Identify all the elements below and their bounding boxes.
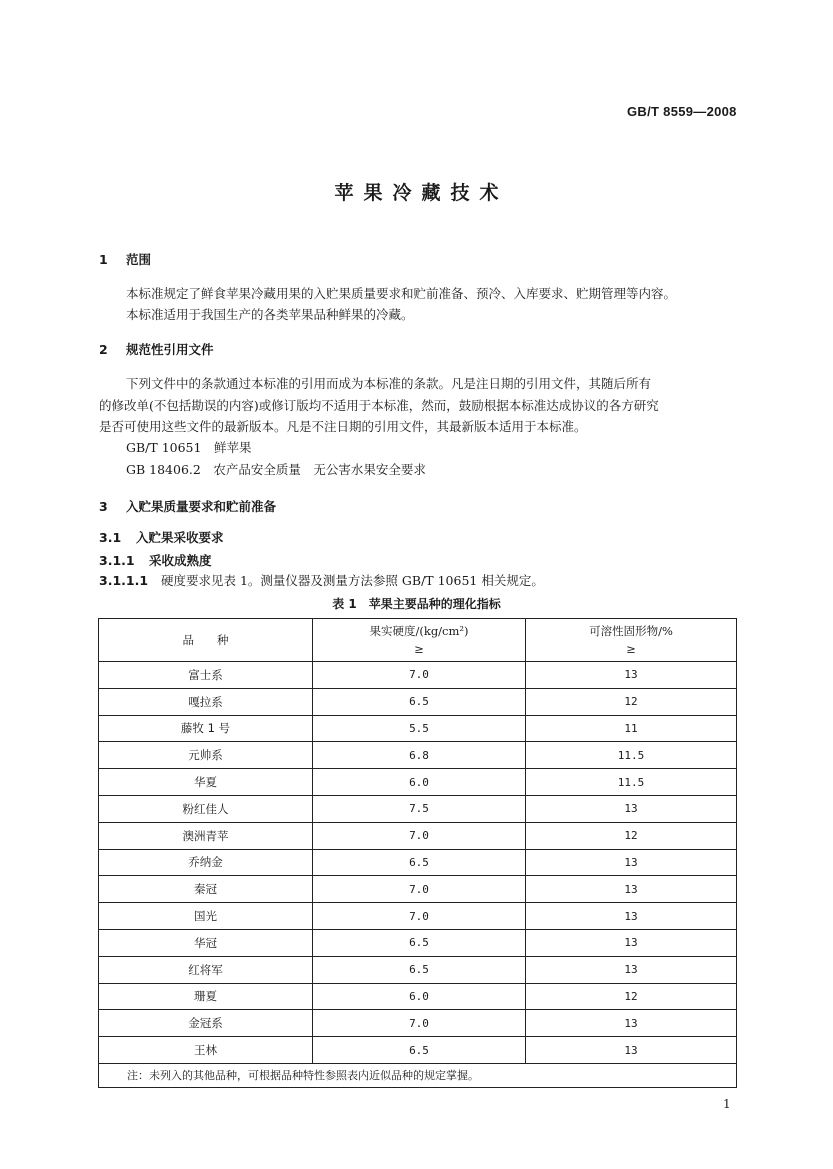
section-title: 规范性引用文件 — [126, 342, 214, 357]
cell-firmness: 7.0 — [313, 903, 526, 930]
table-header-row — [99, 619, 737, 662]
document-title: 苹果冷藏技术 — [334, 182, 509, 204]
cell-variety: 红将军 — [99, 956, 313, 983]
cell-firmness: 7.0 — [313, 662, 526, 689]
cell-firmness: 7.0 — [313, 1010, 526, 1037]
cell-firmness: 6.5 — [313, 929, 526, 956]
section-title: 入贮果采收要求 — [136, 530, 224, 545]
header-variety-label: 品 种 — [182, 633, 229, 647]
cell-solids: 13 — [526, 662, 737, 689]
section-title: 采收成熟度 — [149, 553, 212, 568]
cell-variety: 华冠 — [99, 929, 313, 956]
header-firmness-sign: ≥ — [414, 642, 424, 656]
cell-firmness: 6.5 — [313, 956, 526, 983]
table-row — [99, 929, 737, 956]
standard-code: GB/T 8559—2008 — [627, 104, 737, 119]
cell-variety: 王林 — [99, 1037, 313, 1064]
cell-firmness: 6.0 — [313, 983, 526, 1010]
header-firmness-label: 果实硬度/(kg/cm²) — [369, 624, 469, 638]
clause-text: 硬度要求见表 1。测量仪器及测量方法参照 GB/T 10651 相关规定。 — [161, 573, 544, 588]
section-1-paragraph-line1: 本标准规定了鲜食苹果冷藏用果的入贮果质量要求和贮前准备、预冷、入库要求、贮期管理等内容。 — [126, 286, 677, 301]
table-row — [99, 769, 737, 796]
table-row — [99, 1037, 737, 1064]
cell-solids: 13 — [526, 929, 737, 956]
cell-variety: 秦冠 — [99, 876, 313, 903]
reference-1: GB/T 10651 鲜苹果 — [126, 440, 252, 455]
section-3-1-heading — [99, 528, 224, 546]
cell-solids: 11 — [526, 715, 737, 742]
clause-number: 3.1.1.1 — [99, 573, 149, 588]
cell-solids: 13 — [526, 795, 737, 822]
cell-variety: 藤牧 1 号 — [99, 715, 313, 742]
cell-solids: 12 — [526, 822, 737, 849]
cell-firmness: 5.5 — [313, 715, 526, 742]
reference-2: GB 18406.2 农产品安全质量 无公害水果安全要求 — [126, 462, 426, 477]
section-number: 1 — [99, 252, 108, 267]
section-title: 入贮果质量要求和贮前准备 — [126, 499, 277, 514]
cell-solids: 11.5 — [526, 742, 737, 769]
section-2-paragraph-line3: 是否可使用这些文件的最新版本。凡是不注日期的引用文件，其最新版本适用于本标准。 — [99, 419, 587, 434]
table-row — [99, 715, 737, 742]
cell-solids: 12 — [526, 983, 737, 1010]
table-row — [99, 822, 737, 849]
section-3-1-1-1-clause — [99, 570, 747, 592]
section-title: 范围 — [126, 252, 152, 267]
cell-variety: 澳洲青苹 — [99, 822, 313, 849]
header-solids-label: 可溶性固形物/% — [589, 624, 673, 638]
table-row — [99, 688, 737, 715]
cell-solids: 13 — [526, 1037, 737, 1064]
cell-firmness: 6.5 — [313, 849, 526, 876]
cell-firmness: 6.5 — [313, 688, 526, 715]
table-note: 注：未列入的其他品种，可根据品种特性参照表内近似品种的规定掌握。 — [99, 1063, 737, 1087]
cell-variety: 富士系 — [99, 662, 313, 689]
table-row — [99, 849, 737, 876]
header-variety — [99, 619, 313, 662]
table-row — [99, 742, 737, 769]
cell-solids: 13 — [526, 1010, 737, 1037]
section-3-1-1-heading — [99, 551, 212, 569]
cell-variety: 华夏 — [99, 769, 313, 796]
cell-firmness: 7.0 — [313, 822, 526, 849]
cell-solids: 13 — [526, 849, 737, 876]
header-firmness — [313, 619, 526, 662]
section-2-paragraph-line1: 下列文件中的条款通过本标准的引用而成为本标准的条款。凡是注日期的引用文件，其随后所有 — [126, 376, 652, 391]
section-2-heading — [99, 340, 214, 358]
cell-variety: 国光 — [99, 903, 313, 930]
cell-firmness: 6.8 — [313, 742, 526, 769]
table-row — [99, 903, 737, 930]
header-solids-sign: ≥ — [626, 642, 636, 656]
table-row — [99, 956, 737, 983]
cell-firmness: 6.0 — [313, 769, 526, 796]
table-caption: 表 1 苹果主要品种的理化指标 — [332, 597, 501, 611]
table-row — [99, 662, 737, 689]
section-number: 2 — [99, 342, 108, 357]
table-row — [99, 1010, 737, 1037]
section-number: 3.1 — [99, 530, 122, 545]
section-number: 3.1.1 — [99, 553, 135, 568]
page-number: 1 — [723, 1097, 731, 1111]
cell-firmness: 7.0 — [313, 876, 526, 903]
cell-solids: 11.5 — [526, 769, 737, 796]
cell-solids: 12 — [526, 688, 737, 715]
cell-variety: 元帅系 — [99, 742, 313, 769]
table-row — [99, 795, 737, 822]
cell-solids: 13 — [526, 956, 737, 983]
table-row — [99, 983, 737, 1010]
section-2-paragraph-line2: 的修改单(不包括勘误的内容)或修订版均不适用于本标准，然而，鼓励根据本标准达成协议的各方研究 — [99, 398, 659, 413]
cell-firmness: 7.5 — [313, 795, 526, 822]
section-3-heading — [99, 497, 276, 515]
cell-variety: 金冠系 — [99, 1010, 313, 1037]
table-row — [99, 876, 737, 903]
cell-variety: 嘎拉系 — [99, 688, 313, 715]
table-note-row — [99, 1063, 737, 1087]
header-solids — [526, 619, 737, 662]
cell-solids: 13 — [526, 876, 737, 903]
cell-variety: 珊夏 — [99, 983, 313, 1010]
cell-variety: 乔纳金 — [99, 849, 313, 876]
cell-firmness: 6.5 — [313, 1037, 526, 1064]
cell-variety: 粉红佳人 — [99, 795, 313, 822]
section-number: 3 — [99, 499, 108, 514]
cell-solids: 13 — [526, 903, 737, 930]
section-1-paragraph-line2: 本标准适用于我国生产的各类苹果品种鲜果的冷藏。 — [126, 307, 414, 322]
section-1-heading — [99, 250, 151, 268]
apple-index-table — [98, 618, 737, 1088]
